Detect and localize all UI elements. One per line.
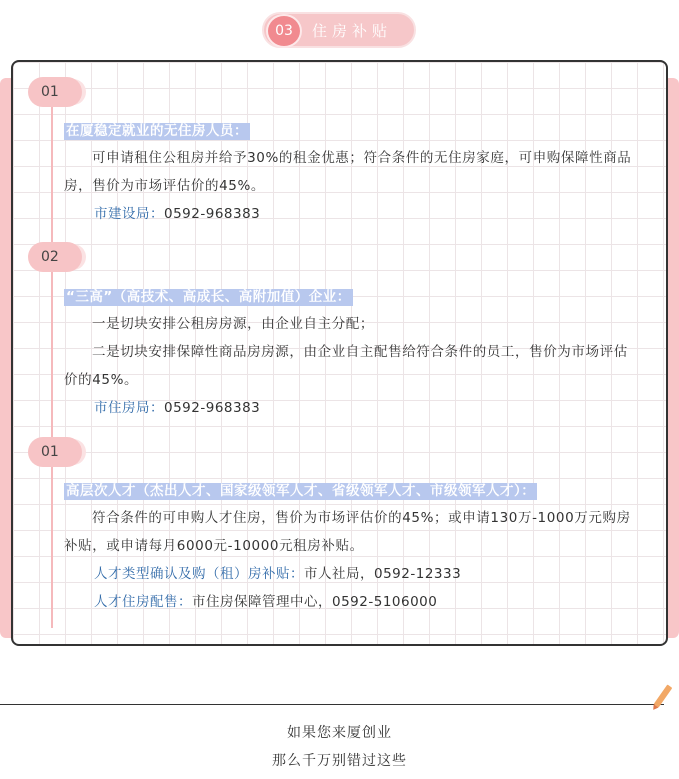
contact-label: 市住房局： (94, 400, 164, 416)
section-number: 03 (266, 14, 302, 48)
section-badge-3: 01 (28, 437, 82, 467)
section-heading-3: 高层次人才（杰出人才、国家级领军人才、省级领军人才、市级领军人才）： (66, 483, 536, 499)
contact-line-3b (94, 592, 437, 612)
contact-value: 0592-968383 (164, 206, 261, 222)
contact-label: 人才住房配售： (94, 594, 192, 610)
footer-divider (0, 704, 664, 705)
contact-line-3a (94, 564, 461, 584)
section-badge-1: 01 (28, 77, 82, 107)
section-title-header: 住房补贴 (312, 22, 393, 40)
contact-value: 市人社局，0592-12333 (304, 566, 462, 582)
contact-value: 0592-968383 (164, 400, 261, 416)
footer-line-1: 如果您来厦创业 (287, 725, 392, 741)
section-paragraph-2a: 一是切块安排公租房房源，由企业自主分配； (92, 316, 374, 332)
section-paragraph-3: 符合条件的可申购人才住房，售价为市场评估价的45%；或申请130万-1000万元购房补贴，或申请每月6000元-10000元租房补贴。 (64, 510, 631, 554)
contact-label: 市建设局： (94, 206, 164, 222)
section-badge-2: 02 (28, 242, 82, 272)
section-heading-2: “三高”（高技术、高成长、高附加值）企业： (66, 289, 351, 305)
section-paragraph-1: 可申请租住公租房并给予30%的租金优惠；符合条件的无住房家庭，可申购保障性商品房，售价为市场评估价的45%。 (64, 150, 632, 194)
footer-line-2: 那么千万别错过这些 (272, 753, 407, 769)
timeline-line (51, 80, 53, 628)
contact-line-1 (94, 204, 260, 224)
section-heading-1: 在厦稳定就业的无住房人员： (66, 123, 248, 139)
contact-label: 人才类型确认及购（租）房补贴： (94, 566, 304, 582)
contact-value: 市住房保障管理中心，0592-5106000 (192, 594, 438, 610)
section-paragraph-2b: 二是切块安排保障性商品房房源，由企业自主配售给符合条件的员工，售价为市场评估价的45%。 (64, 344, 628, 388)
contact-line-2 (94, 398, 260, 418)
section-header (262, 12, 416, 48)
